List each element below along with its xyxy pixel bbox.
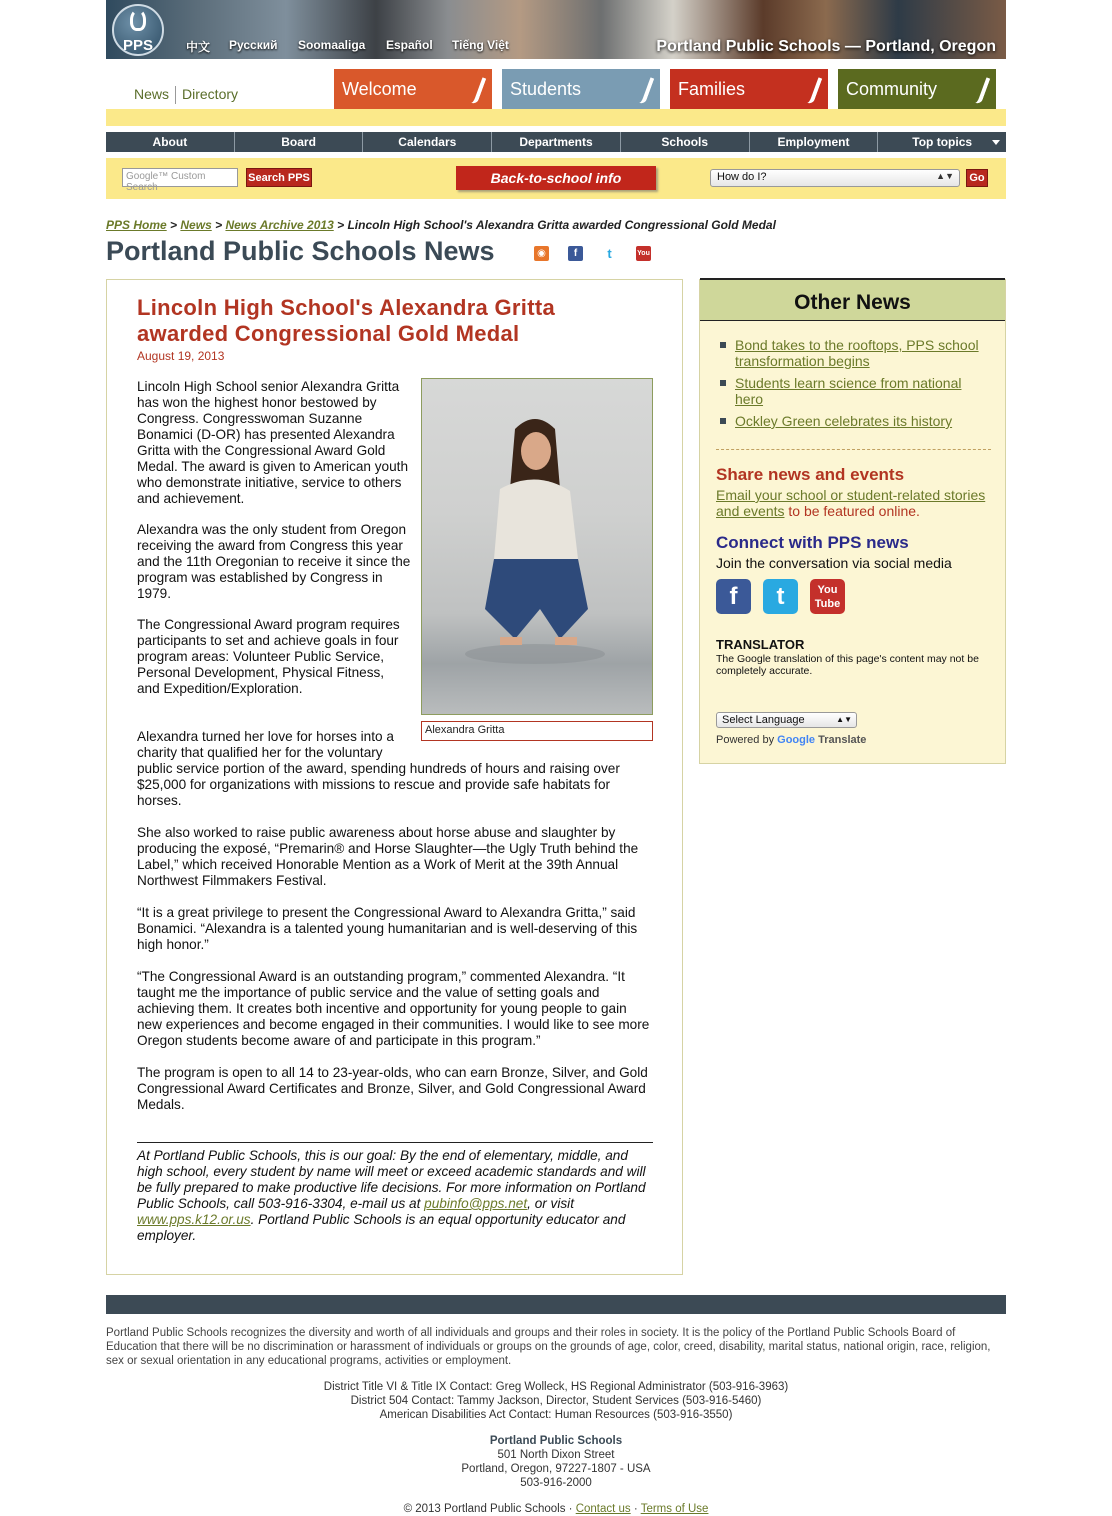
translate-link[interactable]: Translate xyxy=(818,734,867,746)
torch-icon xyxy=(630,73,655,105)
lang-vietnamese[interactable]: Tiếng Việt xyxy=(452,38,509,52)
article-paragraph: “The Congressional Award is an outstanding program,” commented Alexandra. “It taught me the importance of public service and the value of setting goals and achieving them. It creates both incentive and opportunity for young people to gain new experiences and become engaged in their communities. I would like to see more Oregon students become aware of and participate in this program.” xyxy=(137,969,650,1048)
menu-board[interactable]: Board xyxy=(235,132,364,152)
photo-caption: Alexandra Gritta xyxy=(421,721,653,741)
list-item xyxy=(720,375,990,407)
tab-welcome-label: Welcome xyxy=(342,79,417,99)
yellow-divider xyxy=(106,109,1006,126)
twitter-icon[interactable]: t xyxy=(763,579,798,614)
person-illustration xyxy=(460,409,610,669)
footer-contact: American Disabilities Act Contact: Human Resources (503-916-3550) xyxy=(379,1409,733,1421)
breadcrumb-archive[interactable]: News Archive 2013 xyxy=(225,218,334,232)
lang-somali[interactable]: Soomaaliga xyxy=(298,38,366,52)
how-do-i-select[interactable] xyxy=(710,169,960,187)
footer-org: Portland Public Schools xyxy=(489,1435,623,1447)
menu-calendars[interactable]: Calendars xyxy=(363,132,492,152)
torch-icon xyxy=(966,73,991,105)
terms-link[interactable]: Terms of Use xyxy=(640,1503,709,1515)
tab-welcome[interactable] xyxy=(334,69,492,109)
facebook-icon[interactable]: f xyxy=(716,579,751,614)
news-item-link[interactable]: Bond takes to the rooftops, PPS school transformation begins xyxy=(735,337,979,369)
menu-schools[interactable]: Schools xyxy=(621,132,750,152)
goal-statement xyxy=(137,1148,657,1244)
directory-link[interactable]: Directory xyxy=(182,86,239,102)
article-paragraph: Alexandra turned her love for horses into a charity that qualified her for the voluntary xyxy=(137,729,394,760)
breadcrumb-sep: > xyxy=(337,218,345,232)
contact-us-link[interactable]: Contact us xyxy=(575,1503,631,1515)
article-paragraph: “It is a great privilege to present the Congressional Award to Alexandra Gritta,” said Bonamici. “Alexandra is a talented young humanitarian and is well-deserving of this high honor.” xyxy=(137,905,638,952)
footer-street: 501 North Dixon Street xyxy=(497,1449,615,1461)
breadcrumb-sep: > xyxy=(215,218,223,232)
article-paragraph: The program is open to all 14 to 23-year-olds, who can earn Bronze, Silver, and Gold Congressional Award Certificates and Bronze, Silver, and Gold Congressional Award Medals. xyxy=(137,1065,648,1112)
select-arrows-icon: ▲▼ xyxy=(836,715,852,724)
footer-copyright xyxy=(106,1502,1006,1516)
translator-heading: TRANSLATOR xyxy=(716,637,805,652)
tab-community[interactable] xyxy=(838,69,996,109)
menu-top-topics[interactable] xyxy=(878,132,1006,152)
footer-bar xyxy=(106,1295,1006,1314)
tab-community-label: Community xyxy=(846,79,938,99)
go-button[interactable]: Go xyxy=(966,169,988,187)
article-paragraph: Alexandra was the only student from Oregon receiving the award from Congress this year and the 11th Oregonian to receive it since the program was established by Congress in 1979. xyxy=(137,522,411,601)
tab-families[interactable] xyxy=(670,69,828,109)
language-select[interactable] xyxy=(716,712,857,728)
translator-text: The Google translation of this page's content may not be completely accurate. xyxy=(716,653,979,677)
footer-policy: Portland Public Schools recognizes the diversity and worth of all individuals and groups and their roles in society. It is the policy of the Portland Public Schools Board of Education that there will be no discrimination or harassment of individuals or groups on the grounds of age, color, creed, disability, marital status, national origin, race, religion, sex or sexual orientation in any educational programs, activities or employment. xyxy=(106,1327,991,1367)
lang-spanish[interactable]: Español xyxy=(386,38,433,52)
logo-text: PPS xyxy=(122,37,153,54)
search-button[interactable]: Search PPS xyxy=(246,168,312,187)
share-heading: Share news and events xyxy=(716,465,905,484)
article-paragraph: She also worked to raise public awareness about horse abuse and slaughter by producing the exposé, “Premarin® and Horse Slaughter—the Ugly Truth behind the Label,” which received Honorable Mention as a Work of Merit at the 39th Annual Northwest Filmmakers Festival. xyxy=(137,825,639,888)
youtube-icon[interactable]: You xyxy=(636,246,651,261)
news-item-link[interactable]: Ockley Green celebrates its history xyxy=(735,413,953,429)
website-link[interactable]: www.pps.k12.or.us xyxy=(137,1212,251,1227)
share-text xyxy=(716,487,998,519)
article-date: August 19, 2013 xyxy=(137,349,225,363)
tools-bar xyxy=(106,158,1006,199)
connect-text: Join the conversation via social media xyxy=(716,555,952,571)
goal-text-3: . Portland Public Schools is an equal opportunity educator and employer. xyxy=(137,1212,626,1243)
news-item-link[interactable]: Students learn science from national hero xyxy=(735,375,962,407)
main-menu xyxy=(106,132,1006,152)
select-arrows-icon: ▲▼ xyxy=(936,171,954,181)
email-link[interactable]: pubinfo@pps.net xyxy=(424,1196,528,1211)
banner-title: Portland Public Schools — Portland, Oregon xyxy=(656,38,996,55)
news-link[interactable]: News xyxy=(134,86,170,102)
footer-contact: District 504 Contact: Tammy Jackson, Director, Student Services (503-916-5460) xyxy=(350,1395,762,1407)
dotted-divider xyxy=(716,449,991,450)
powered-by-text: Powered by xyxy=(716,734,775,746)
lang-chinese[interactable]: 中文 xyxy=(186,40,211,54)
share-email-link[interactable]: Email your school or student-related stories and events xyxy=(716,487,986,519)
breadcrumb-news[interactable]: News xyxy=(180,218,212,232)
sidebar xyxy=(699,279,1006,764)
youtube-icon[interactable]: You Tube xyxy=(810,579,845,614)
menu-departments[interactable]: Departments xyxy=(492,132,621,152)
dropdown-arrow-icon xyxy=(992,140,1000,145)
footer-contact: District Title VI & Title IX Contact: Greg Wolleck, HS Regional Administrator (503-916-3963) xyxy=(323,1381,789,1393)
tab-students[interactable] xyxy=(502,69,660,109)
article-title: Lincoln High School's Alexandra Gritta awarded Congressional Gold Medal xyxy=(137,295,555,346)
site-banner xyxy=(106,0,1006,59)
rss-icon[interactable]: ◉ xyxy=(534,246,549,261)
twitter-icon[interactable]: t xyxy=(602,246,617,261)
student-photo xyxy=(421,378,653,715)
link-divider xyxy=(175,86,176,104)
footer-city: Portland, Oregon, 97227-1807 - USA xyxy=(461,1463,651,1475)
tab-families-label: Families xyxy=(678,79,746,99)
google-logo: Google xyxy=(777,734,816,746)
article xyxy=(106,279,683,1275)
share-rest: to be featured online. xyxy=(784,503,920,519)
article-paragraph: The Congressional Award program requires participants to set and achieve goals in four program areas: Volunteer Public Service, Personal Development, Physical Fitness, and Expedition/Exploration. xyxy=(137,617,400,696)
breadcrumb xyxy=(106,218,776,232)
back-to-school-button[interactable]: Back-to-school info xyxy=(456,166,656,190)
menu-employment[interactable]: Employment xyxy=(750,132,879,152)
top-links xyxy=(134,86,238,104)
copyright-text: © 2013 Portland Public Schools · xyxy=(403,1503,576,1515)
breadcrumb-sep: > xyxy=(170,218,178,232)
list-item xyxy=(720,337,990,369)
menu-top-topics-label: Top topics xyxy=(912,135,973,149)
menu-about[interactable]: About xyxy=(106,132,235,152)
torch-icon xyxy=(798,73,823,105)
language-select-value: Select Language xyxy=(722,714,805,726)
how-do-i-value: How do I? xyxy=(717,171,767,183)
goal-text-2: , or visit xyxy=(527,1196,574,1211)
powered-by xyxy=(716,734,866,746)
flame-icon xyxy=(130,9,146,31)
other-news-heading: Other News xyxy=(700,280,1005,321)
goal-text-1: At Portland Public Schools, this is our goal: By the end of elementary, middle, and high school, every student by name will meet or exceed academic standards and will be fully prepared to make productive life decisions. For more information on Portland Public Schools, call 503-916-3304, e-mail us at xyxy=(137,1148,646,1211)
tab-students-label: Students xyxy=(510,79,582,99)
facebook-icon[interactable]: f xyxy=(568,246,583,261)
connect-heading: Connect with PPS news xyxy=(716,533,909,552)
list-item xyxy=(720,413,990,429)
divider xyxy=(137,1142,653,1143)
lang-russian[interactable]: Русский xyxy=(229,38,278,52)
article-paragraph: public service portion of the award, spending hundreds of hours and raising over $25,000 for organizations with missions to rescue and provide safe habitats for horses. xyxy=(137,761,620,808)
breadcrumb-current: Lincoln High School's Alexandra Gritta awarded Congressional Gold Medal xyxy=(347,218,776,232)
breadcrumb-home[interactable]: PPS Home xyxy=(106,218,167,232)
search-input[interactable]: Google™ Custom Search xyxy=(122,168,238,187)
footer-phone: 503-916-2000 xyxy=(520,1477,592,1489)
footer-dot: · xyxy=(630,1503,641,1515)
article-paragraph: Lincoln High School senior Alexandra Gritta has won the highest honor bestowed by Congress. Congresswoman Suzanne Bonamici (D-OR) has presented Alexandra Gritta with the Congressional Award Gold Medal. The award is given to American youth who demonstrate initiative, service to others and achievement. xyxy=(137,379,409,506)
torch-icon xyxy=(462,73,487,105)
page-title: Portland Public Schools News xyxy=(106,236,495,266)
